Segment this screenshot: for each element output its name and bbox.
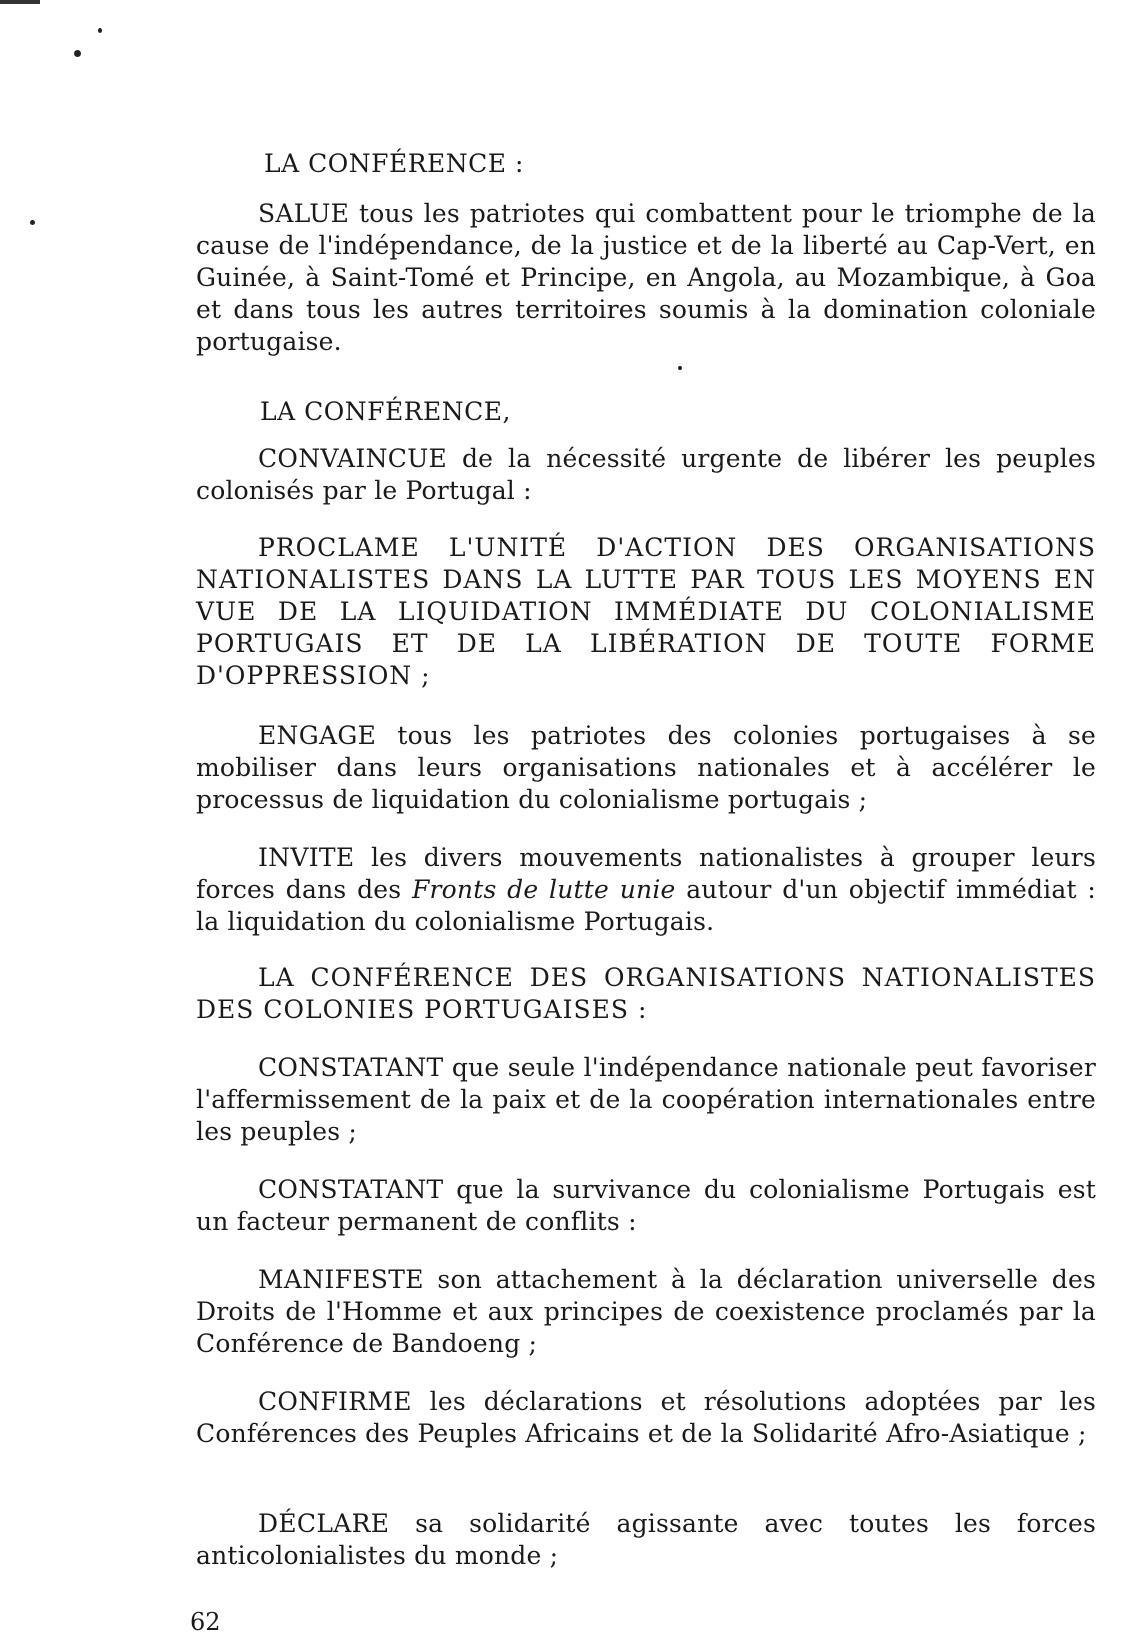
paragraph-convaincue [196,443,1096,507]
keyword-manifeste: MANIFESTE [258,1265,424,1294]
scan-edge-mark [0,0,40,4]
paragraph-text: tous les patriotes qui combattent pour le triomphe de la cause de l'indépendance, de la justice et de la liberté au Cap-Vert, en Guinée, à Saint-Tomé et Principe, en Angola, au Mozambique, à Goa et dans tous les autres territoires soumis à la domination coloniale portugaise. [196,199,1096,356]
paragraph-declare [196,1508,1096,1572]
scan-speck [74,50,81,57]
scan-speck [678,366,682,370]
paragraph-text: sa solidarité agissante avec toutes les forces anticolonialistes du monde ; [196,1509,1096,1570]
paragraph-confirme [196,1386,1096,1450]
paragraph-text: que la survivance du colonialisme Portugais est un facteur permanent de conflits : [196,1175,1096,1236]
page-number: 62 [190,1608,221,1636]
heading-la-conference-2: LA CONFÉRENCE, [260,397,511,426]
keyword-salue: SALUE [258,199,350,228]
paragraph-manifeste [196,1264,1096,1360]
keyword-convaincue: CONVAINCUE [258,444,448,473]
paragraph-text: tous les patriotes des colonies portugaises à se mobiliser dans leurs organisations nationales et à accélérer le processus de liquidation du colonialisme portugais ; [196,721,1096,814]
heading-la-conference: LA CONFÉRENCE : [264,149,524,178]
paragraph-constatant-2 [196,1174,1096,1238]
keyword-confirme: CONFIRME [258,1387,412,1416]
paragraph-proclame: PROCLAME L'UNITÉ D'ACTION DES ORGANISATIONS NATIONALISTES DANS LA LUTTE PAR TOUS LES MOYENS EN VUE DE LA LIQUIDATION IMMÉDIATE DU COLONIALISME PORTUGAIS ET DE LA LIBÉRATION DE TOUTE FORME D'OPPRESSION ; [196,533,1096,690]
keyword-constatant: CONSTATANT [258,1175,444,1204]
keyword-engage: ENGAGE [258,721,377,750]
paragraph-salue [196,198,1096,358]
paragraph-text: son attachement à la déclaration universelle des Droits de l'Homme et aux principes de coexistence proclamés par la Conférence de Bandoeng ; [196,1265,1096,1358]
paragraph-text: que seule l'indépendance nationale peut favoriser l'affermissement de la paix et de la coopération internationales entre les peuples ; [196,1053,1096,1146]
paragraph-invite [196,842,1096,938]
scan-speck [30,220,35,225]
paragraph-engage [196,720,1096,816]
paragraph-text: autour d'un objectif immédiat : la liquidation du colonialisme Portugais. [196,875,1096,936]
keyword-invite: INVITE [258,843,355,872]
italic-phrase: Fronts de lutte unie [411,875,676,904]
scan-speck [98,28,102,33]
keyword-declare: DÉCLARE [258,1509,390,1538]
paragraph-conference-organisations: LA CONFÉRENCE DES ORGANISATIONS NATIONALISTES DES COLONIES PORTUGAISES : [196,963,1096,1024]
paragraph-constatant-1 [196,1052,1096,1148]
paragraph-text: les divers mouvements nationalistes à grouper leurs forces dans des [196,843,1096,904]
paragraph-text: de la nécessité urgente de libérer les peuples colonisés par le Portugal : [196,444,1096,505]
keyword-constatant: CONSTATANT [258,1053,444,1082]
paragraph-text: les déclarations et résolutions adoptées par les Conférences des Peuples Africains et de la Solidarité Afro-Asiatique ; [196,1387,1096,1448]
